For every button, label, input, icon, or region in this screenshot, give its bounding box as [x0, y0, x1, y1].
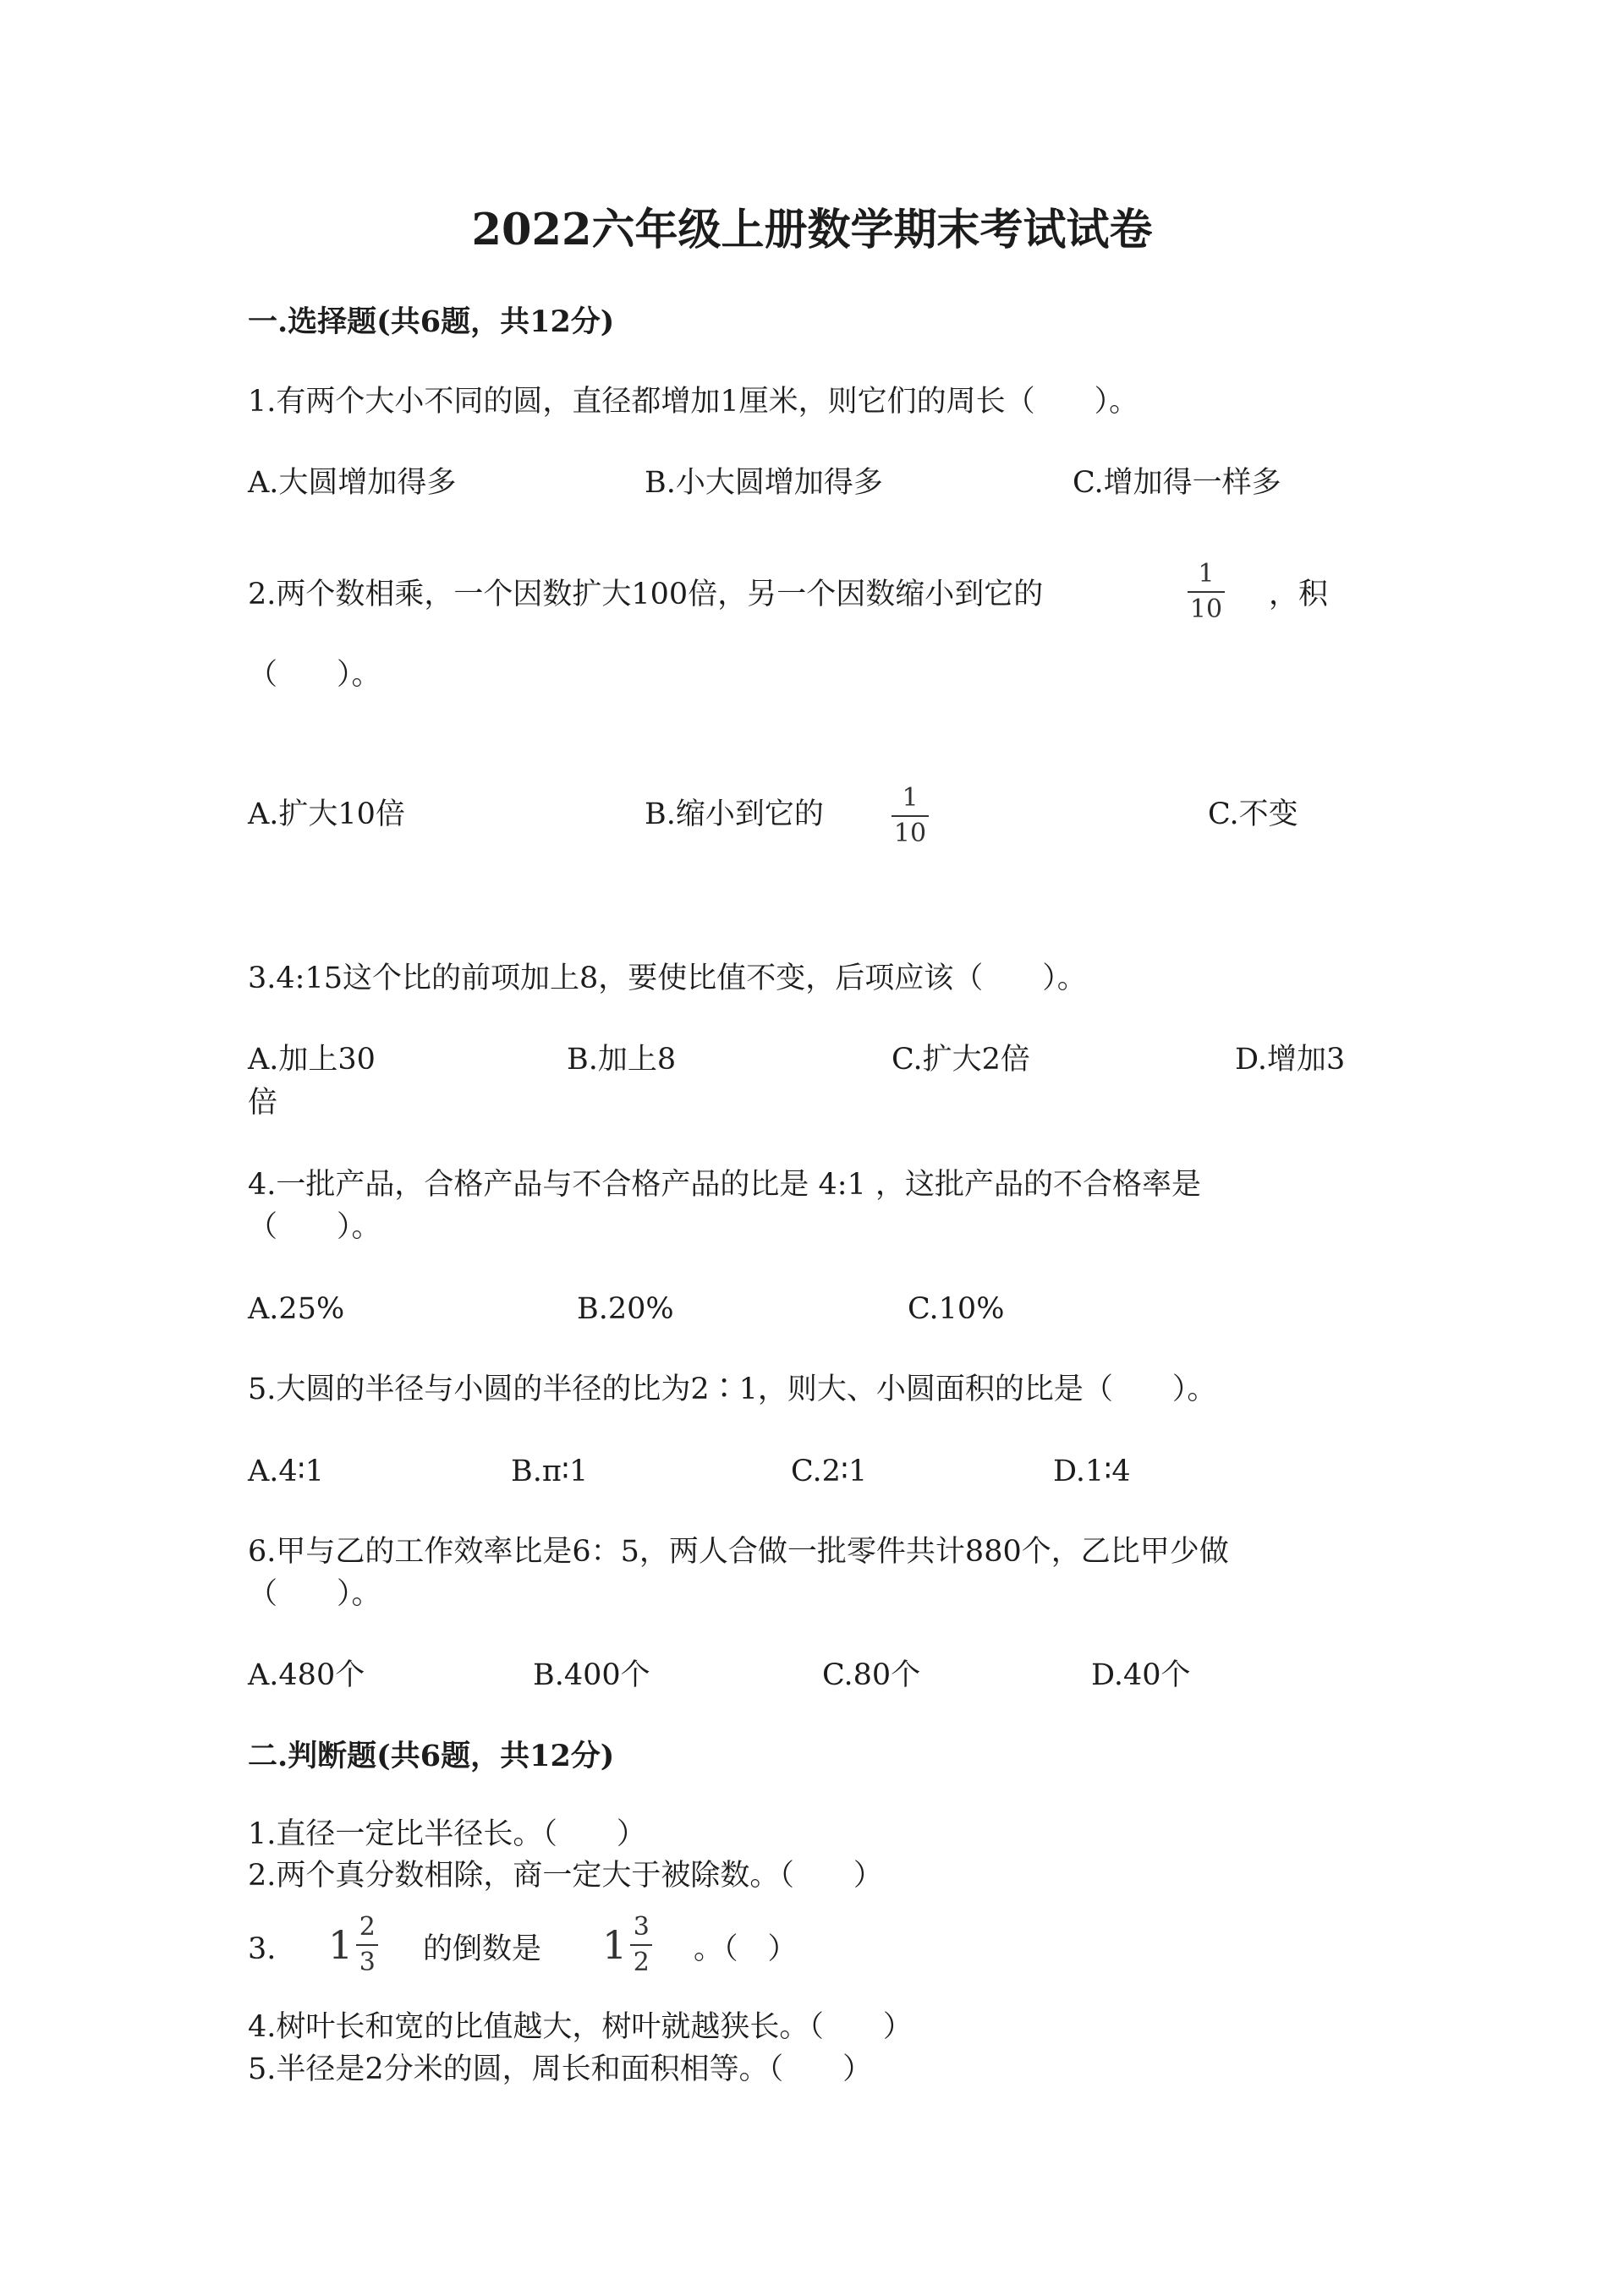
fraction-numerator: 3 — [633, 1912, 650, 1942]
fraction-bar — [356, 1944, 378, 1946]
question-2-stem-tail: ，积 — [1269, 578, 1329, 611]
question-2-fraction — [1188, 560, 1225, 624]
question-6-stem-blank: （ ）。 — [248, 1577, 381, 1611]
question-2-option-b-fraction — [892, 784, 929, 848]
question-1-option-b: B.小大圆增加得多 — [645, 466, 883, 500]
question-2-option-c: C.不变 — [1208, 797, 1298, 831]
question-6-stem: 6.甲与乙的工作效率比是6：5，两人合做一批零件共计880个，乙比甲少做 — [248, 1535, 1229, 1569]
section-heading-choice: 一.选择题(共6题，共12分) — [248, 304, 615, 339]
fraction-denominator: 3 — [359, 1948, 376, 1977]
question-4-option-c: C.10% — [908, 1292, 1005, 1326]
question-3-option-a: A.加上30 — [248, 1043, 376, 1077]
fraction-denominator: 10 — [893, 819, 927, 848]
question-3-stem: 3.4:15这个比的前项加上8，要使比值不变，后项应该（ ）。 — [248, 962, 1087, 995]
question-4-option-a: A.25% — [248, 1292, 345, 1326]
question-6-option-a: A.480个 — [248, 1658, 365, 1692]
judge-item-1: 1.直径一定比半径长。（ ） — [248, 1817, 646, 1851]
page-title: 2022六年级上册数学期末考试试卷 — [471, 205, 1153, 255]
question-6-option-c: C.80个 — [822, 1658, 921, 1692]
question-3-option-d-wrap: 倍 — [248, 1086, 278, 1120]
fraction-numerator: 1 — [902, 783, 919, 813]
fraction-denominator: 2 — [633, 1948, 650, 1977]
mixed-fraction — [356, 1913, 378, 1977]
question-1-option-a: A.大圆增加得多 — [248, 466, 457, 500]
fraction-numerator: 2 — [359, 1912, 376, 1942]
mixed-whole: 1 — [602, 1922, 628, 1968]
judge-item-3-mixed-number-2 — [602, 1913, 652, 1977]
question-6-option-b: B.400个 — [533, 1658, 650, 1692]
fraction-numerator: 1 — [1198, 559, 1215, 589]
judge-item-3-mixed-number-1 — [328, 1913, 378, 1977]
judge-item-5: 5.半径是2分米的圆，周长和面积相等。（ ） — [248, 2052, 873, 2086]
question-3-option-d: D.增加3 — [1235, 1043, 1346, 1077]
question-5-option-c: C.2∶1 — [791, 1455, 868, 1488]
judge-item-3-text: 的倒数是 — [423, 1932, 542, 1966]
question-3-option-b: B.加上8 — [567, 1043, 677, 1077]
question-5-option-a: A.4∶1 — [248, 1455, 325, 1488]
question-1-stem: 1.有两个大小不同的圆，直径都增加1厘米，则它们的周长（ ）。 — [248, 385, 1139, 419]
judge-item-4: 4.树叶长和宽的比值越大，树叶就越狭长。（ ） — [248, 2010, 913, 2044]
fraction-denominator: 10 — [1189, 595, 1223, 624]
fraction-bar — [1188, 591, 1225, 593]
question-5-option-b: B.π∶1 — [511, 1455, 589, 1488]
section-heading-judge: 二.判断题(共6题，共12分) — [248, 1739, 615, 1773]
question-3-option-c: C.扩大2倍 — [892, 1043, 1030, 1077]
question-2-stem: 2.两个数相乘，一个因数扩大100倍，另一个因数缩小到它的 — [248, 578, 1044, 611]
question-1-option-c: C.增加得一样多 — [1073, 466, 1281, 500]
judge-item-2: 2.两个真分数相除，商一定大于被除数。（ ） — [248, 1859, 883, 1893]
question-6-option-d: D.40个 — [1091, 1658, 1191, 1692]
fraction-bar — [892, 815, 929, 817]
question-4-stem-blank: （ ）。 — [248, 1210, 381, 1244]
question-5-stem: 5.大圆的半径与小圆的半径的比为2∶1，则大、小圆面积的比是（ ）。 — [248, 1373, 1217, 1406]
question-5-option-d: D.1∶4 — [1053, 1455, 1131, 1488]
mixed-fraction — [630, 1913, 652, 1977]
question-2-stem-blank: （ ）。 — [248, 658, 381, 692]
question-2-option-a: A.扩大10倍 — [248, 797, 405, 831]
fraction-bar — [630, 1944, 652, 1946]
question-2-option-b: B.缩小到它的 — [645, 797, 824, 831]
mixed-whole: 1 — [328, 1922, 354, 1968]
question-4-option-b: B.20% — [577, 1292, 674, 1326]
question-4-stem: 4.一批产品，合格产品与不合格产品的比是 4:1 ，这批产品的不合格率是 — [248, 1168, 1201, 1202]
judge-item-3-number: 3. — [248, 1932, 277, 1966]
judge-item-3-end: 。（ ） — [694, 1932, 798, 1966]
